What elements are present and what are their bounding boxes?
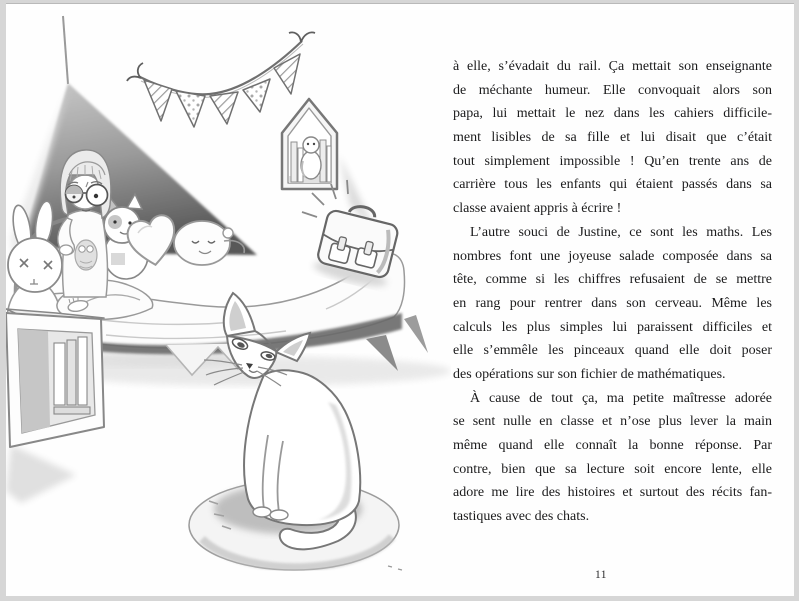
text-line: tout simplement impossible ! Qu’en trente ans de (453, 153, 772, 169)
text-line: elle s’emmêle les pinceaux quand elle doit poser (453, 343, 772, 359)
text-line: nombres font une joyeuse salade composée dans sa (453, 248, 772, 264)
text-line: contre, bien que sa lecture soit encore lente, elle (453, 461, 772, 477)
text-line: ment lisibles de sa fille et lui disait que c’était (453, 130, 772, 146)
page-text (453, 55, 772, 529)
text-line: tastiques avec des chats. (453, 509, 590, 525)
text-line: adore me lire des histoires et surtout des récits fan- (453, 485, 772, 501)
text-line: L’autre souci de Justine, ce sont les maths. Les (470, 224, 772, 240)
page-number: 11 (594, 569, 608, 581)
text-line: tête, comme si les chiffres refusaient de se mettre (453, 272, 772, 288)
illustration-page (6, 3, 451, 596)
text-line: carrière tous les enfants qui étaient passés dans sa (453, 177, 772, 193)
text-line: de méchante humeur. Elle convoquait alors son (453, 82, 772, 98)
text-line: se sent nulle en classe et n’ose plus lever la main (453, 414, 772, 430)
text-line: en rang pour rentrer dans son cerveau. Même les (453, 295, 772, 311)
text-line: papa, lui mettait le nez dans les cahiers difficile- (453, 106, 772, 122)
bedroom-illustration (6, 3, 451, 596)
bunting-flags (127, 32, 315, 127)
cube-bookshelf (6, 309, 104, 503)
text-line: des opérations sur son fichier de mathématiques. (453, 366, 726, 382)
text-line: À cause de tout ça, ma petite maîtresse adorée (470, 390, 772, 406)
owl-print (75, 240, 97, 270)
penguin-figurine (301, 137, 321, 179)
text-line: à elle, s’évadait du rail. Ça mettait son enseignante (453, 59, 772, 74)
text-line: classe avaient appris à écrire ! (453, 201, 622, 217)
text-line: même quand elle connaît la bonne réponse. Par (453, 438, 772, 453)
text-line: calculs les plus simples lui paraissent difficiles et (453, 319, 772, 335)
books (54, 337, 90, 414)
book-page-spread (6, 3, 794, 596)
